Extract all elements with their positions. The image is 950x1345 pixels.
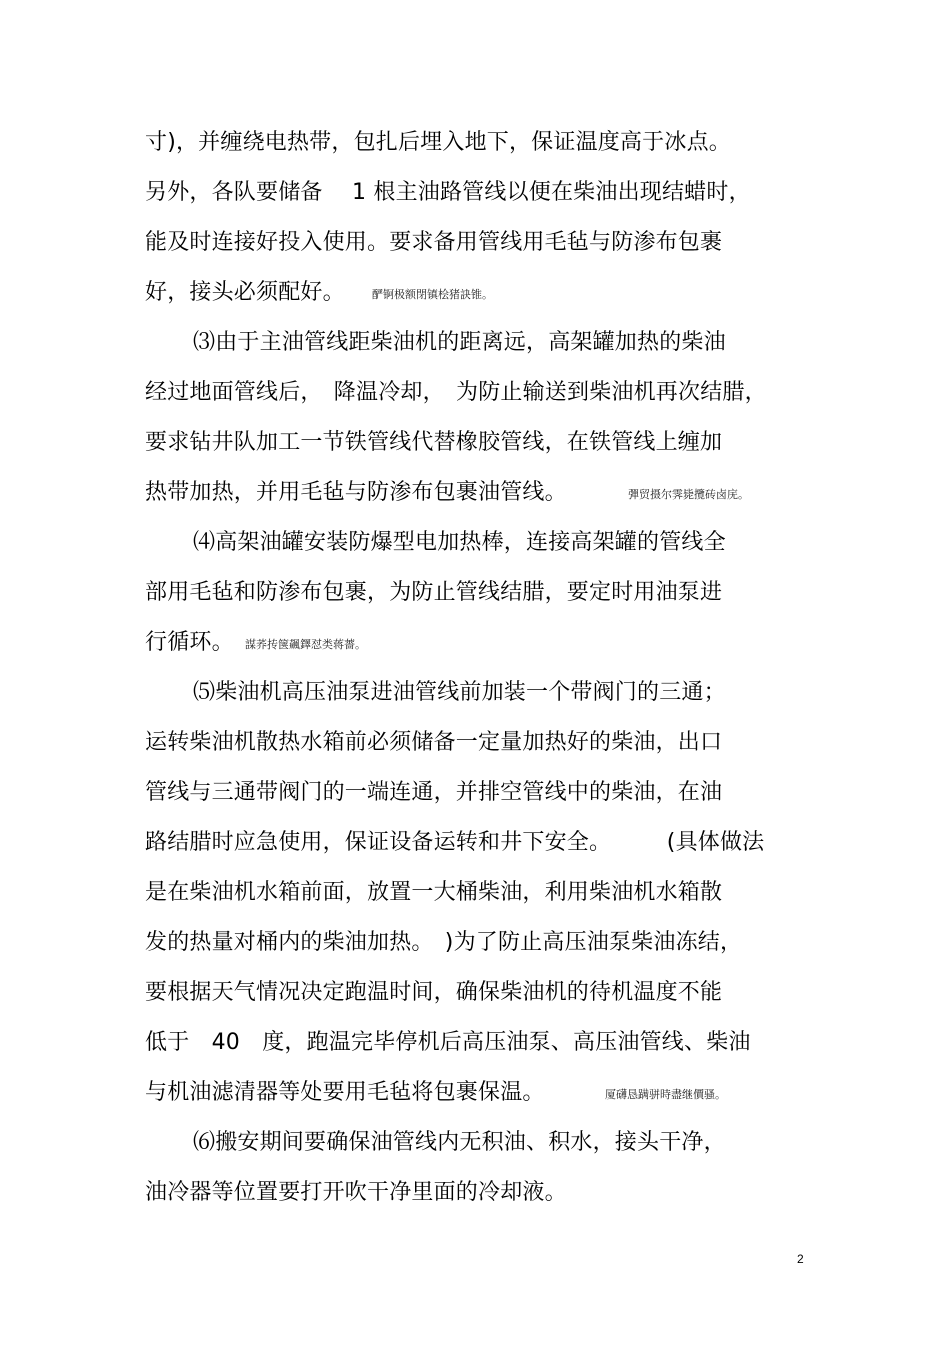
text-line: 好，接头必须配好。 [145, 280, 345, 305]
text-line: 经过地面管线后， 降温冷却， 为防止输送到柴油机再次结腊， [145, 380, 767, 405]
text-line: 要求钻井队加工一节铁管线代替橡胶管线，在铁管线上缠加 [145, 430, 723, 455]
paragraph-start-line: ⑹搬安期间要确保油管线内无积油、积水，接头干净， [193, 1130, 726, 1155]
watermark-note: 謀荞抟箧飆鐸怼类蒋薔。 [245, 638, 366, 651]
text-line: 寸)，并缠绕电热带，包扎后埋入地下，保证温度高于冰点。 [145, 130, 731, 155]
text-line: 管线与三通带阀门的一端连通，并排空管线中的柴油，在油 [145, 780, 723, 805]
text-line: 是在柴油机水箱前面，放置一大桶柴油，利用柴油机水箱散 [145, 880, 723, 905]
paragraph-start-line: ⑷高架油罐安装防爆型电加热棒，连接高架罐的管线全 [193, 530, 726, 555]
watermark-note: 厦礴恳蹒骈時盡继價骚。 [605, 1088, 726, 1101]
text-line: 低于 40 度，跑温完毕停机后高压油泵、高压油管线、柴油 [145, 1030, 751, 1055]
watermark-note: 酽锕极额閉镇桧猪訣锥。 [372, 288, 493, 301]
text-line: 行循环。 [145, 630, 234, 655]
text-line: 要根据天气情况决定跑温时间，确保柴油机的待机温度不能 [145, 980, 723, 1005]
text-line: 能及时连接好投入使用。要求备用管线用毛毡与防渗布包裹 [145, 230, 723, 255]
page-number: 2 [797, 1252, 804, 1266]
paragraph-start-line: ⑸柴油机高压油泵进油管线前加装一个带阀门的三通； [193, 680, 726, 705]
text-line: 油冷器等位置要打开吹干净里面的冷却液。 [145, 1180, 567, 1205]
text-line: 发的热量对桶内的柴油加热。 )为了防止高压油泵柴油冻结， [145, 930, 743, 955]
text-line: 运转柴油机散热水箱前必须储备一定量加热好的柴油，出口 [145, 730, 723, 755]
watermark-note: 彈贸摄尔霁毙攬砖卤庑。 [628, 488, 749, 501]
text-line: 与机油滤清器等处要用毛毡将包裹保温。 [145, 1080, 545, 1105]
text-line: 部用毛毡和防渗布包裹，为防止管线结腊，要定时用油泵进 [145, 580, 723, 605]
text-line: 热带加热，并用毛毡与防渗布包裹油管线。 [145, 480, 567, 505]
text-line: 路结腊时应急使用，保证设备运转和井下安全。 (具体做法 [145, 830, 765, 855]
paragraph-start-line: ⑶由于主油管线距柴油机的距离远，高架罐加热的柴油 [193, 330, 726, 355]
text-line: 另外，各队要储备 1 根主油路管线以便在柴油出现结蜡时， [145, 180, 751, 205]
